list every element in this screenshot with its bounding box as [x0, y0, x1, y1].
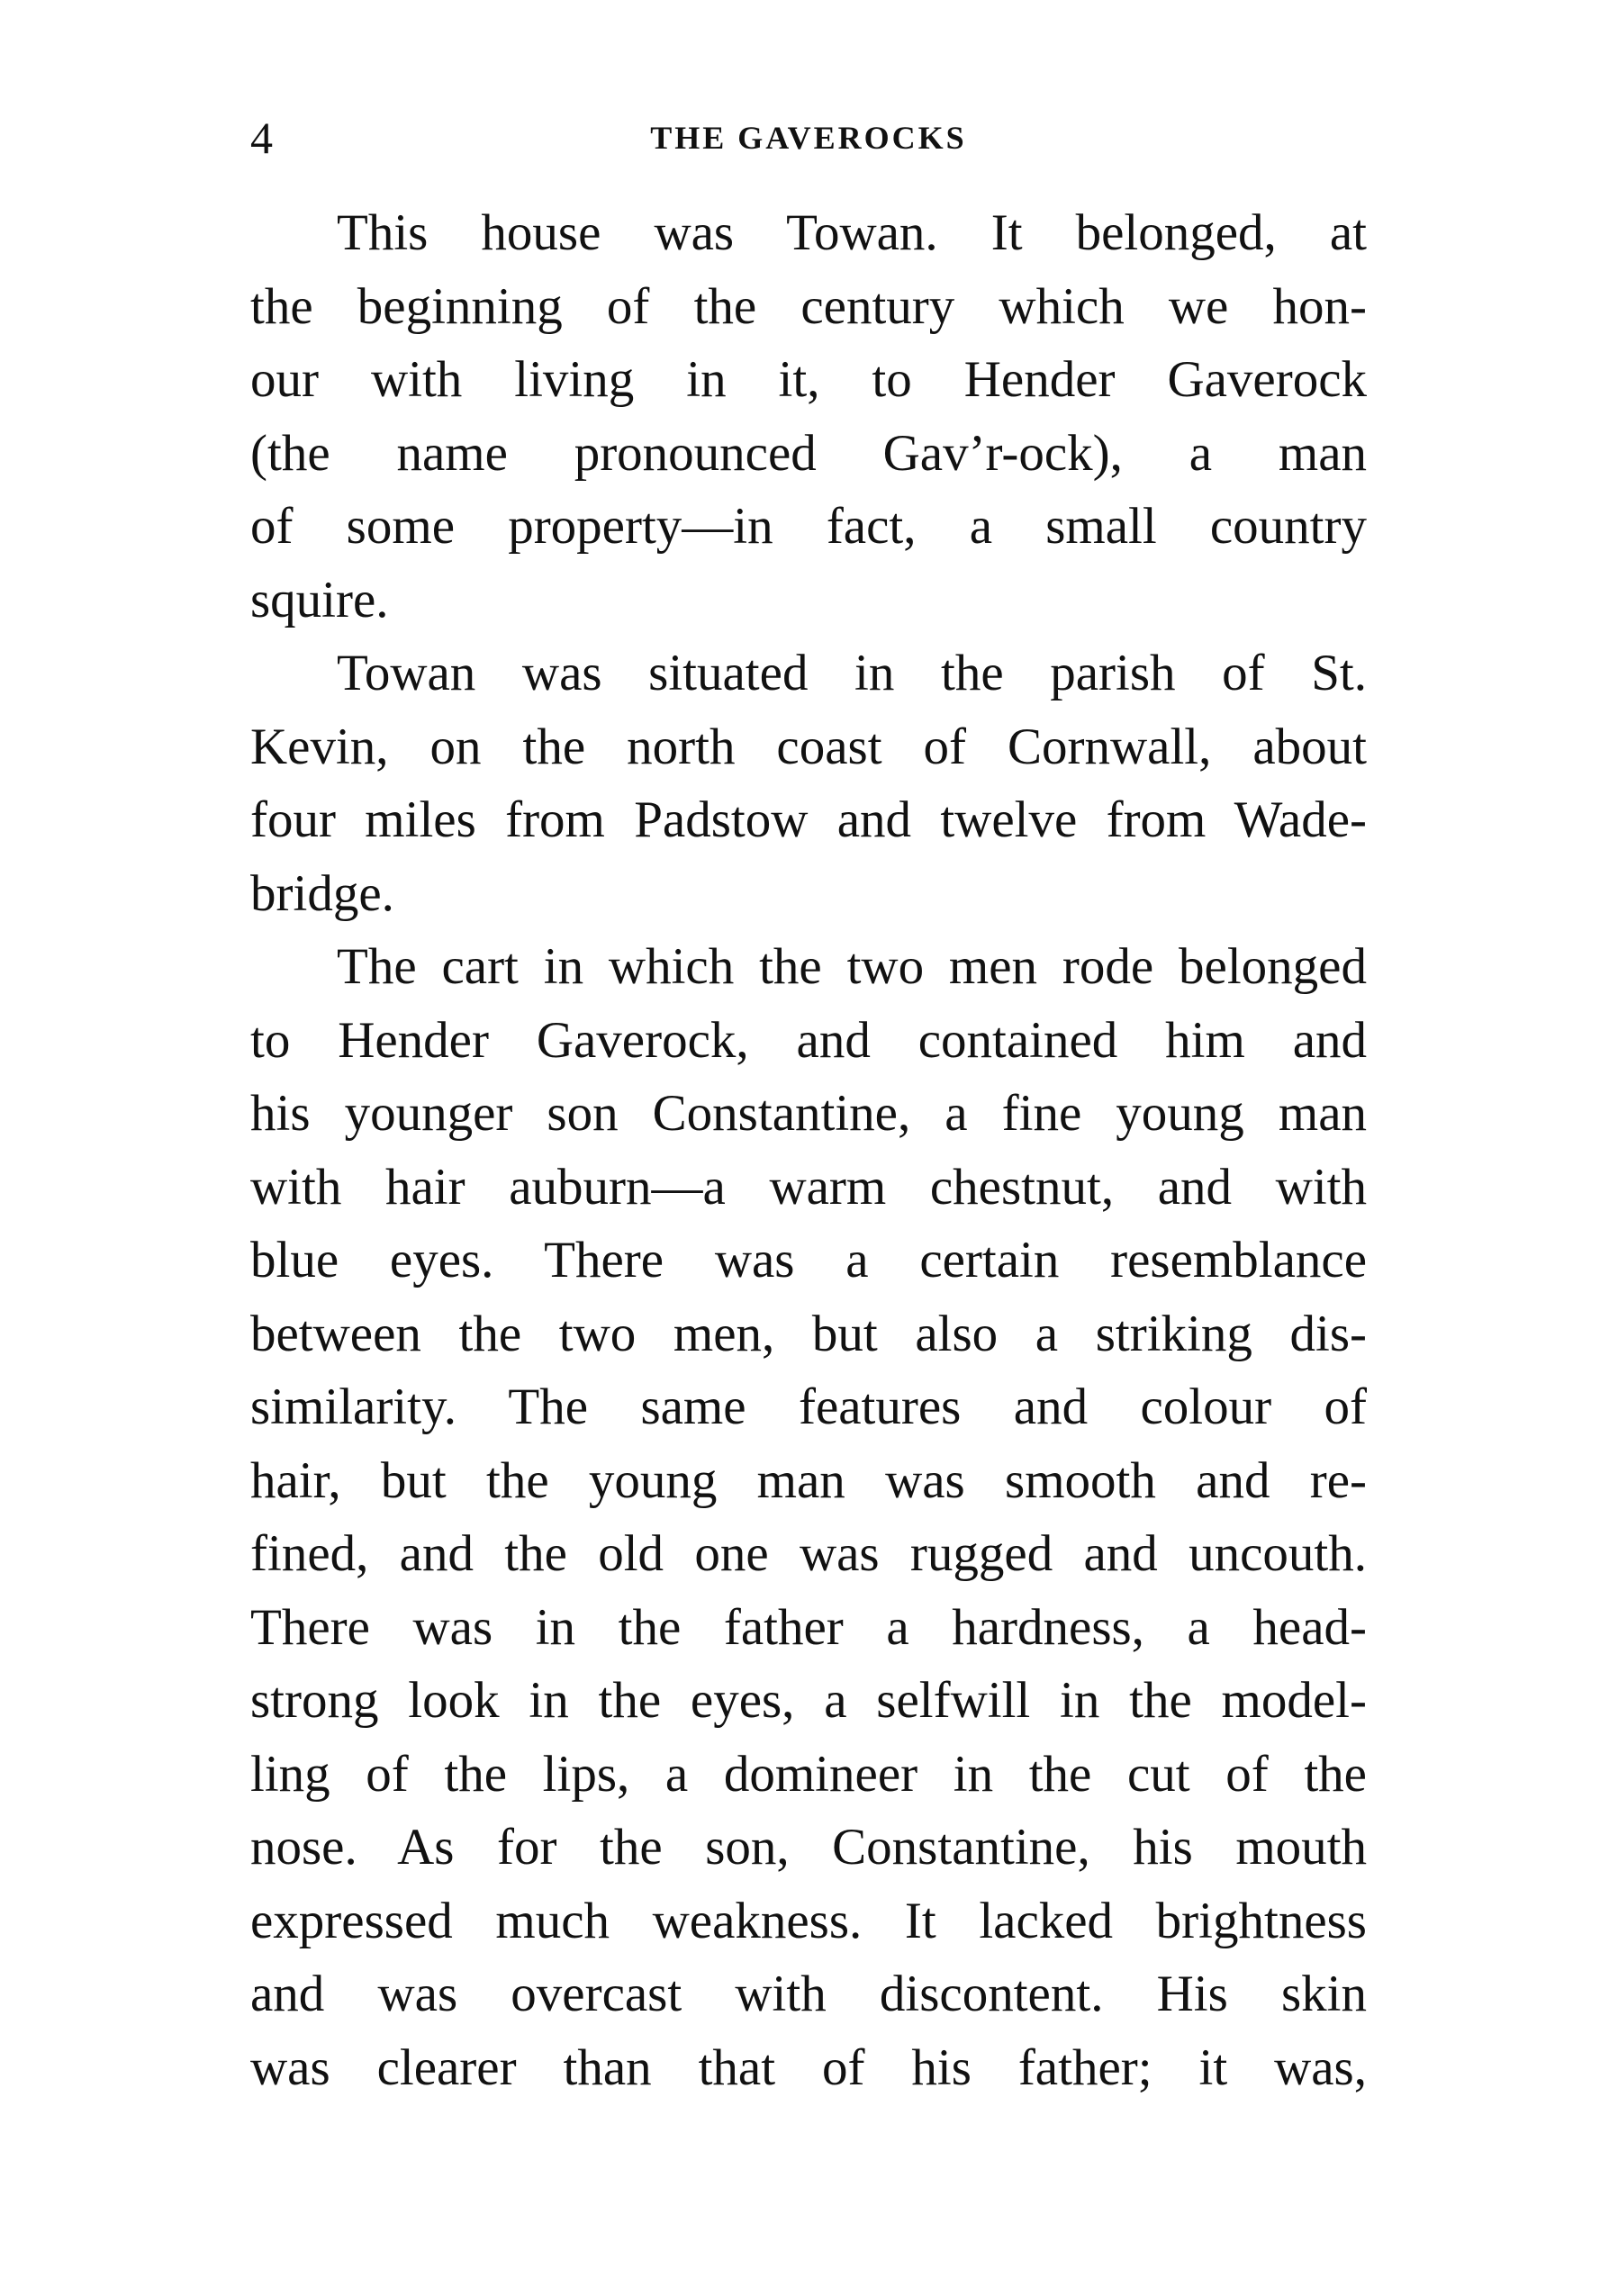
text-line: There was in the father a hardness, a head- — [250, 1598, 1367, 1656]
text-line: our with living in it, to Hender Gaverock — [250, 351, 1367, 408]
text-line: Towan was situated in the parish of St. — [337, 645, 1367, 701]
running-title: THE GAVEROCKS — [650, 120, 967, 156]
text-line: (the name pronounced Gav’r-ock), a man — [250, 424, 1367, 482]
text-line: of some property—in fact, a small country — [250, 498, 1367, 555]
text-line: between the two men, but also a striking dis- — [250, 1305, 1367, 1362]
text-line: the beginning of the century which we hon- — [250, 277, 1367, 335]
text-line: blue eyes. There was a certain resemblance — [250, 1232, 1367, 1288]
text-line: expressed much weakness. It lacked brightness — [250, 1892, 1367, 1949]
text-line: and was overcast with discontent. His skin — [250, 1966, 1367, 2022]
body-text — [250, 196, 1367, 2104]
text-line: ling of the lips, a domineer in the cut of the — [250, 1745, 1367, 1803]
text-line: strong look in the eyes, a selfwill in the model- — [250, 1672, 1367, 1729]
text-line: his younger son Constantine, a fine young man — [250, 1085, 1367, 1142]
text-line: four miles from Padstow and twelve from Wade- — [250, 791, 1367, 848]
text-line: fined, and the old one was rugged and uncouth. — [250, 1525, 1367, 1582]
text-line: bridge. — [250, 864, 394, 922]
text-line: This house was Towan. It belonged, at — [337, 204, 1367, 261]
page-number: 4 — [250, 113, 273, 163]
text-line: nose. As for the son, Constantine, his mouth — [250, 1819, 1367, 1876]
running-head — [250, 106, 1367, 169]
text-line: The cart in which the two men rode belonged — [337, 938, 1367, 995]
text-line: squire. — [250, 571, 389, 628]
text-line: with hair auburn—a warm chestnut, and with — [250, 1158, 1367, 1216]
text-line: was clearer than that of his father; it was, — [250, 2038, 1367, 2096]
text-line: Kevin, on the north coast of Cornwall, about — [250, 718, 1367, 775]
text-line: hair, but the young man was smooth and re- — [250, 1451, 1367, 1509]
text-line: similarity. The same features and colour of — [250, 1379, 1367, 1435]
text-line: to Hender Gaverock, and contained him and — [250, 1011, 1367, 1069]
